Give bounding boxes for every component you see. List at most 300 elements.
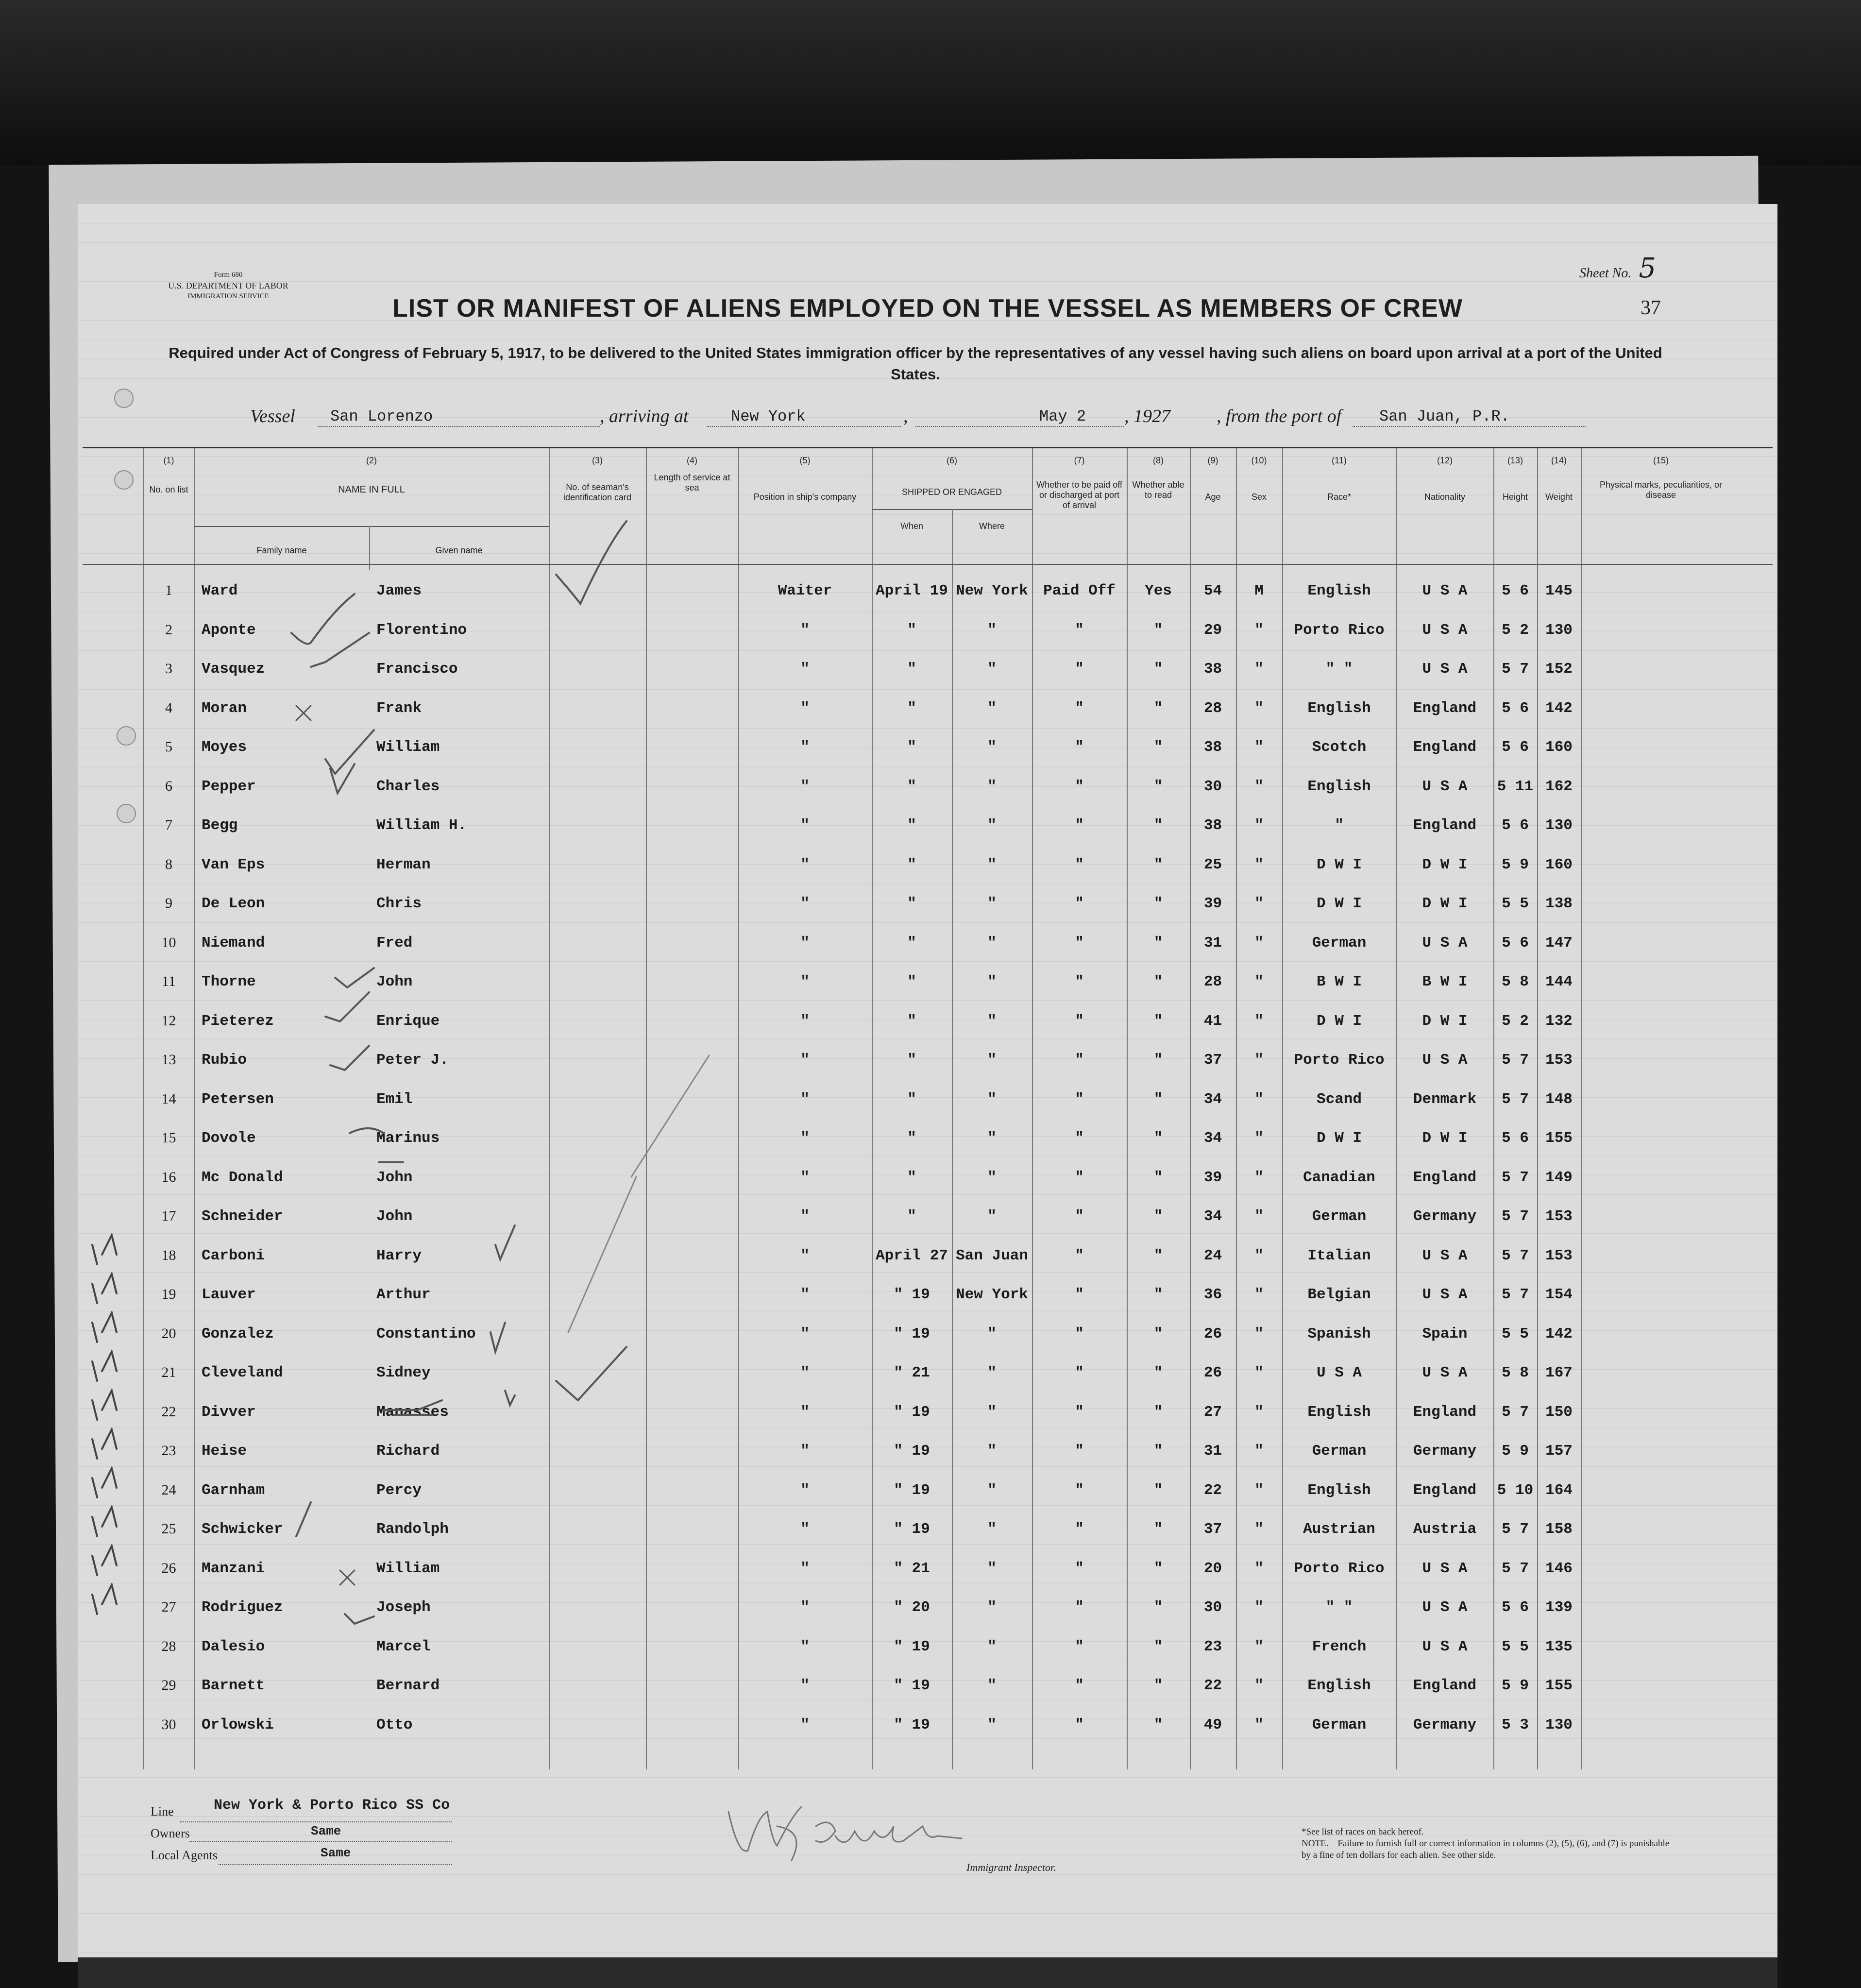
nationality-cell: U S A: [1422, 1599, 1468, 1616]
footnote: [1302, 1826, 1671, 1861]
paid-off-cell: ": [1075, 1286, 1084, 1303]
weight-cell: 153: [1545, 1247, 1573, 1264]
col-number: (9): [1207, 456, 1218, 465]
race-cell: English: [1307, 778, 1371, 795]
row-number-cell: 14: [161, 1090, 176, 1107]
position-cell: ": [800, 1560, 810, 1577]
col-number: (5): [799, 456, 811, 465]
sex-cell: ": [1254, 1130, 1264, 1147]
check-mark: [291, 594, 355, 644]
agents-value: Same: [321, 1846, 351, 1860]
height-cell: 5 6: [1502, 582, 1529, 599]
length-pencil-stroke: [568, 1055, 709, 1332]
height-cell: 5 8: [1502, 1364, 1529, 1381]
col-number: (1): [163, 456, 174, 465]
paid-off-cell: ": [1075, 699, 1084, 717]
age-cell: 37: [1203, 1521, 1222, 1538]
shipped-where-cell: ": [987, 1325, 997, 1342]
check-mark: [495, 1225, 515, 1259]
family-name-cell: Thorne: [202, 973, 256, 990]
col-number: (12): [1437, 456, 1453, 465]
paid-off-cell: ": [1075, 1599, 1084, 1616]
row-number-cell: 29: [161, 1677, 176, 1693]
header-family-name: Family name: [256, 545, 307, 555]
row-number-cell: 9: [165, 895, 172, 911]
given-name-cell: William: [376, 739, 440, 756]
given-name-cell: Manasses: [376, 1403, 449, 1421]
weight-cell: 130: [1545, 1716, 1573, 1733]
check-mark: [325, 992, 369, 1021]
height-cell: 5 6: [1502, 817, 1529, 834]
row-number-cell: 16: [161, 1169, 176, 1185]
age-cell: 31: [1203, 934, 1222, 952]
sex-cell: ": [1254, 778, 1264, 795]
sex-cell: ": [1254, 739, 1264, 756]
shipped-when-cell: ": [907, 1012, 916, 1030]
race-cell: B W I: [1316, 973, 1362, 990]
comma: ,: [903, 406, 908, 426]
paid-off-cell: ": [1075, 661, 1084, 678]
sex-cell: ": [1254, 1090, 1264, 1108]
family-name-cell: Begg: [202, 817, 238, 834]
weight-cell: 152: [1545, 661, 1573, 678]
shipped-when-cell: ": [907, 1130, 916, 1147]
given-name-cell: Peter J.: [376, 1052, 449, 1069]
header-position: Position in ship's company: [753, 492, 857, 502]
age-cell: 34: [1203, 1130, 1222, 1147]
sheet-number: 5: [1639, 253, 1656, 284]
age-cell: 20: [1203, 1560, 1222, 1577]
weight-cell: 164: [1545, 1481, 1573, 1499]
height-cell: 5 7: [1502, 1208, 1529, 1225]
family-name-cell: Mc Donald: [202, 1169, 283, 1186]
arrival-date: May 2: [1039, 408, 1086, 425]
height-cell: 5 6: [1502, 1599, 1529, 1616]
position-cell: ": [800, 739, 810, 756]
family-name-cell: Van Eps: [202, 856, 265, 873]
row-number-cell: 18: [161, 1247, 176, 1263]
shipped-where-cell: ": [987, 1052, 997, 1069]
family-name-cell: Dalesio: [202, 1638, 265, 1655]
family-name-cell: Rodriguez: [202, 1599, 283, 1616]
able-to-read-cell: ": [1153, 1481, 1163, 1499]
shipped-where-cell: ": [987, 1443, 997, 1460]
shipped-where-cell: ": [987, 621, 997, 639]
height-cell: 5 3: [1502, 1716, 1529, 1733]
position-cell: ": [800, 1325, 810, 1342]
shipped-where-cell: ": [987, 1638, 997, 1655]
position-cell: ": [800, 934, 810, 952]
able-to-read-cell: ": [1153, 1364, 1163, 1381]
x-mark: [340, 1570, 355, 1585]
row-number-cell: 6: [165, 778, 172, 794]
able-to-read-cell: ": [1153, 1090, 1163, 1108]
arriving-label: , arriving at: [600, 406, 689, 426]
header-age: Age: [1205, 492, 1221, 502]
race-cell: German: [1312, 1208, 1367, 1225]
shipped-where-cell: ": [987, 1130, 997, 1147]
age-cell: 29: [1203, 621, 1222, 639]
height-cell: 5 6: [1502, 739, 1529, 756]
nationality-cell: England: [1413, 817, 1477, 834]
shipped-when-cell: " 19: [894, 1481, 930, 1499]
shipped-when-cell: ": [907, 1169, 916, 1186]
shipped-when-cell: ": [907, 934, 916, 952]
height-cell: 5 7: [1502, 1169, 1529, 1186]
row-number-cell: 22: [161, 1403, 176, 1420]
family-name-cell: Manzani: [202, 1560, 265, 1577]
row-number-cell: 26: [161, 1560, 176, 1576]
arriving-port: New York: [731, 408, 806, 425]
weight-cell: 138: [1545, 895, 1573, 912]
owners-value: Same: [311, 1824, 341, 1838]
age-cell: 34: [1203, 1090, 1222, 1108]
header-paid-off: Whether to be paid off or discharged at port of arrival: [1036, 480, 1122, 510]
able-to-read-cell: ": [1153, 934, 1163, 952]
race-cell: Scotch: [1312, 739, 1367, 756]
nationality-cell: D W I: [1422, 856, 1468, 873]
given-name-cell: Percy: [376, 1481, 422, 1499]
shipped-where-cell: ": [987, 1521, 997, 1538]
shipped-when-cell: ": [907, 1208, 916, 1225]
header-id-card: No. of seaman's identification card: [563, 482, 632, 502]
header-weight: Weight: [1545, 492, 1573, 502]
shipped-when-cell: ": [907, 856, 916, 873]
nationality-cell: U S A: [1422, 934, 1468, 952]
height-cell: 5 7: [1502, 1521, 1529, 1538]
family-name-cell: Pepper: [202, 778, 256, 795]
row-number-cell: 28: [161, 1638, 176, 1654]
rule: [915, 426, 1124, 427]
race-cell: D W I: [1316, 1012, 1362, 1030]
check-mark: [345, 1614, 374, 1624]
sex-cell: ": [1254, 1481, 1264, 1499]
paid-off-cell: ": [1075, 1481, 1084, 1499]
race-cell: Belgian: [1307, 1286, 1371, 1303]
given-name-cell: Sidney: [376, 1364, 431, 1381]
weight-cell: 132: [1545, 1012, 1573, 1030]
shipped-where-cell: ": [987, 817, 997, 834]
weight-cell: 155: [1545, 1130, 1573, 1147]
position-cell: ": [800, 1169, 810, 1186]
position-cell: ": [800, 1521, 810, 1538]
shipped-when-cell: " 19: [894, 1443, 930, 1460]
weight-cell: 157: [1545, 1443, 1573, 1460]
family-name-cell: Lauver: [202, 1286, 256, 1303]
nationality-cell: U S A: [1422, 778, 1468, 795]
given-name-cell: Randolph: [376, 1521, 449, 1538]
row-number-cell: 11: [162, 973, 176, 989]
nationality-cell: Germany: [1413, 1208, 1477, 1225]
race-cell: Porto Rico: [1294, 1052, 1385, 1069]
weight-cell: 130: [1545, 817, 1573, 834]
given-name-cell: James: [376, 582, 422, 599]
agents-label: Local Agents: [151, 1848, 218, 1862]
margin-mark: [92, 1313, 117, 1342]
position-cell: ": [800, 817, 810, 834]
sex-cell: ": [1254, 1286, 1264, 1303]
race-cell: Spanish: [1307, 1325, 1371, 1342]
paid-off-cell: ": [1075, 1169, 1084, 1186]
sex-cell: ": [1254, 1443, 1264, 1460]
race-cell: Canadian: [1303, 1169, 1375, 1186]
able-to-read-cell: ": [1153, 1286, 1163, 1303]
age-cell: 27: [1203, 1403, 1222, 1421]
paid-off-cell: ": [1075, 1052, 1084, 1069]
shipped-where-cell: ": [987, 699, 997, 717]
header-able-read: Whether able to read: [1132, 480, 1184, 500]
position-cell: ": [800, 1286, 810, 1303]
shipped-when-cell: April 19: [876, 582, 948, 599]
inspector-label: Immigrant Inspector.: [966, 1861, 1056, 1873]
height-cell: 5 6: [1502, 1130, 1529, 1147]
paid-off-cell: ": [1075, 856, 1084, 873]
given-name-cell: Florentino: [376, 621, 467, 639]
given-name-cell: John: [376, 1169, 413, 1186]
shipped-when-cell: " 19: [894, 1677, 930, 1694]
race-cell: U S A: [1316, 1364, 1362, 1381]
sex-cell: ": [1254, 973, 1264, 990]
race-cell: German: [1312, 1443, 1367, 1460]
nationality-cell: England: [1413, 1403, 1477, 1421]
family-name-cell: Orlowski: [202, 1716, 274, 1733]
id-card-tick: [556, 521, 626, 604]
able-to-read-cell: ": [1153, 895, 1163, 912]
able-to-read-cell: ": [1153, 1325, 1163, 1342]
family-name-cell: Divver: [202, 1403, 256, 1421]
shipped-where-cell: ": [987, 934, 997, 952]
sex-cell: ": [1254, 1638, 1264, 1655]
shipped-when-cell: " 19: [894, 1521, 930, 1538]
able-to-read-cell: Yes: [1145, 582, 1172, 599]
shipped-when-cell: ": [907, 739, 916, 756]
weight-cell: 154: [1545, 1286, 1573, 1303]
row-number-cell: 17: [161, 1208, 176, 1224]
race-cell: English: [1307, 582, 1371, 599]
row-number-cell: 24: [161, 1481, 176, 1498]
age-cell: 28: [1203, 973, 1222, 990]
given-name-cell: John: [376, 973, 413, 990]
paid-off-cell: ": [1075, 739, 1084, 756]
col-number: (10): [1251, 456, 1267, 465]
vessel-label: Vessel: [250, 406, 295, 426]
height-cell: 5 7: [1502, 1403, 1529, 1421]
age-cell: 30: [1203, 1599, 1222, 1616]
family-name-cell: Moran: [202, 699, 247, 717]
margin-mark: [92, 1468, 117, 1497]
margin-mark: [92, 1546, 117, 1575]
able-to-read-cell: ": [1153, 1716, 1163, 1733]
shipped-when-cell: ": [907, 895, 916, 912]
margin-mark: [92, 1429, 117, 1459]
shipped-when-cell: " 21: [894, 1364, 930, 1381]
shipped-when-cell: ": [907, 973, 916, 990]
race-cell: Scand: [1316, 1090, 1362, 1108]
row-number-cell: 2: [165, 621, 172, 638]
paid-off-cell: Paid Off: [1043, 582, 1116, 599]
family-name-cell: Rubio: [202, 1052, 247, 1069]
family-name-cell: Schneider: [202, 1208, 283, 1225]
header-given-name: Given name: [435, 545, 483, 555]
row-number-cell: 1: [165, 582, 172, 598]
given-name-cell: Marinus: [376, 1130, 440, 1147]
nationality-cell: B W I: [1422, 973, 1468, 990]
given-name-cell: Harry: [376, 1247, 422, 1264]
height-cell: 5 7: [1502, 1090, 1529, 1108]
row-number-cell: 7: [165, 817, 172, 833]
shipped-where-cell: ": [987, 1481, 997, 1499]
rule: [318, 426, 600, 427]
family-name-cell: Niemand: [202, 934, 265, 952]
service: IMMIGRATION SERVICE: [187, 292, 269, 300]
weight-cell: 150: [1545, 1403, 1573, 1421]
able-to-read-cell: ": [1153, 1599, 1163, 1616]
height-cell: 5 2: [1502, 1012, 1529, 1030]
position-cell: ": [800, 1247, 810, 1264]
family-name-cell: Heise: [202, 1443, 247, 1460]
age-cell: 39: [1203, 895, 1222, 912]
able-to-read-cell: ": [1153, 1052, 1163, 1069]
shipped-when-cell: ": [907, 661, 916, 678]
position-cell: ": [800, 973, 810, 990]
given-name-cell: Joseph: [376, 1599, 431, 1616]
weight-cell: 145: [1545, 582, 1573, 599]
age-cell: 38: [1203, 739, 1222, 756]
paid-off-cell: ": [1075, 1638, 1084, 1655]
line-label: Line: [151, 1804, 174, 1818]
col-number: (13): [1507, 456, 1523, 465]
race-cell: German: [1312, 934, 1367, 952]
family-name-cell: Petersen: [202, 1090, 274, 1108]
rule: [707, 426, 901, 427]
col-number: (14): [1551, 456, 1567, 465]
position-cell: ": [800, 1443, 810, 1460]
age-cell: 39: [1203, 1169, 1222, 1186]
shipped-where-cell: ": [987, 778, 997, 795]
row-number-cell: 13: [161, 1052, 176, 1068]
header-no-on-list: No. on list: [149, 485, 188, 494]
height-cell: 5 5: [1502, 895, 1529, 912]
height-cell: 5 6: [1502, 934, 1529, 952]
row-number-cell: 23: [161, 1443, 176, 1459]
shipped-where-cell: ": [987, 1012, 997, 1030]
able-to-read-cell: ": [1153, 1677, 1163, 1694]
sex-cell: ": [1254, 1325, 1264, 1342]
family-name-cell: Moyes: [202, 739, 247, 756]
age-cell: 31: [1203, 1443, 1222, 1460]
height-cell: 5 10: [1497, 1481, 1534, 1499]
col-number: (15): [1653, 456, 1669, 465]
shipped-where-cell: ": [987, 1677, 997, 1694]
position-cell: ": [800, 1599, 810, 1616]
able-to-read-cell: ": [1153, 621, 1163, 639]
scan-bottom-edge: [78, 1957, 1777, 1988]
check-mark: [330, 764, 355, 793]
shipped-where-cell: ": [987, 661, 997, 678]
sex-cell: ": [1254, 1247, 1264, 1264]
margin-mark: [92, 1507, 117, 1536]
shipped-when-cell: ": [907, 621, 916, 639]
col-number: (2): [366, 456, 377, 465]
header-name-in-full: NAME IN FULL: [338, 484, 405, 495]
shipped-where-cell: ": [987, 739, 997, 756]
weight-cell: 142: [1545, 1325, 1573, 1342]
race-cell: Italian: [1307, 1247, 1371, 1264]
dash-mark: [384, 1400, 442, 1410]
paid-off-cell: ": [1075, 973, 1084, 990]
race-cell: " ": [1325, 661, 1353, 678]
nationality-cell: England: [1413, 739, 1477, 756]
sex-cell: ": [1254, 1364, 1264, 1381]
nationality-cell: Germany: [1413, 1716, 1477, 1733]
shipped-when-cell: April 27: [876, 1247, 948, 1264]
col-number: (11): [1332, 456, 1347, 465]
height-cell: 5 9: [1502, 1677, 1529, 1694]
paid-off-cell: ": [1075, 1716, 1084, 1733]
header-sex: Sex: [1251, 492, 1267, 502]
weight-cell: 155: [1545, 1677, 1573, 1694]
family-name-cell: Ward: [202, 582, 238, 599]
able-to-read-cell: ": [1153, 739, 1163, 756]
form-number: Form 680: [214, 271, 243, 279]
paid-off-cell: ": [1075, 1090, 1084, 1108]
paid-off-cell: ": [1075, 1247, 1084, 1264]
able-to-read-cell: ": [1153, 1169, 1163, 1186]
nationality-cell: U S A: [1422, 1247, 1468, 1264]
paid-off-cell: ": [1075, 1443, 1084, 1460]
paid-off-cell: ": [1075, 1130, 1084, 1147]
age-cell: 36: [1203, 1286, 1222, 1303]
shipped-when-cell: " 19: [894, 1716, 930, 1733]
rule: [180, 1821, 452, 1822]
row-number-cell: 5: [165, 739, 172, 755]
shipped-where-cell: ": [987, 1599, 997, 1616]
age-cell: 49: [1203, 1716, 1222, 1733]
shipped-where-cell: ": [987, 1560, 997, 1577]
fine-note: NOTE.—Failure to furnish full or correct information in columns (2), (5), (6), and (7) is punishable by a fine of ten dollars for each alien. See other side.: [1302, 1838, 1670, 1860]
given-name-cell: Frank: [376, 699, 422, 717]
sex-cell: ": [1254, 934, 1264, 952]
shipped-where-cell: New York: [956, 582, 1028, 599]
paid-off-cell: ": [1075, 895, 1084, 912]
able-to-read-cell: ": [1153, 817, 1163, 834]
paid-off-cell: ": [1075, 1325, 1084, 1342]
shipped-where-cell: ": [987, 895, 997, 912]
sheet-number-block: [1579, 253, 1656, 284]
col-number: (8): [1153, 456, 1164, 465]
race-cell: D W I: [1316, 895, 1362, 912]
handwritten-marks: [83, 448, 1773, 1769]
shipped-when-cell: " 19: [894, 1325, 930, 1342]
weight-cell: 160: [1545, 856, 1573, 873]
from-port-label: , from the port of: [1217, 406, 1342, 426]
row-number-cell: 3: [165, 661, 172, 677]
nationality-cell: Denmark: [1413, 1090, 1477, 1108]
paid-off-cell: ": [1075, 1364, 1084, 1381]
given-name-cell: Fred: [376, 934, 413, 952]
given-name-cell: John: [376, 1208, 413, 1225]
nationality-cell: Spain: [1422, 1325, 1468, 1342]
margin-mark: [92, 1585, 117, 1614]
nationality-cell: U S A: [1422, 621, 1468, 639]
age-cell: 23: [1203, 1638, 1222, 1655]
row-number-cell: 21: [161, 1364, 176, 1380]
sex-cell: ": [1254, 661, 1264, 678]
position-cell: ": [800, 699, 810, 717]
margin-mark: [92, 1235, 117, 1264]
paid-off-cell: ": [1075, 1677, 1084, 1694]
given-name-cell: William: [376, 1560, 440, 1577]
